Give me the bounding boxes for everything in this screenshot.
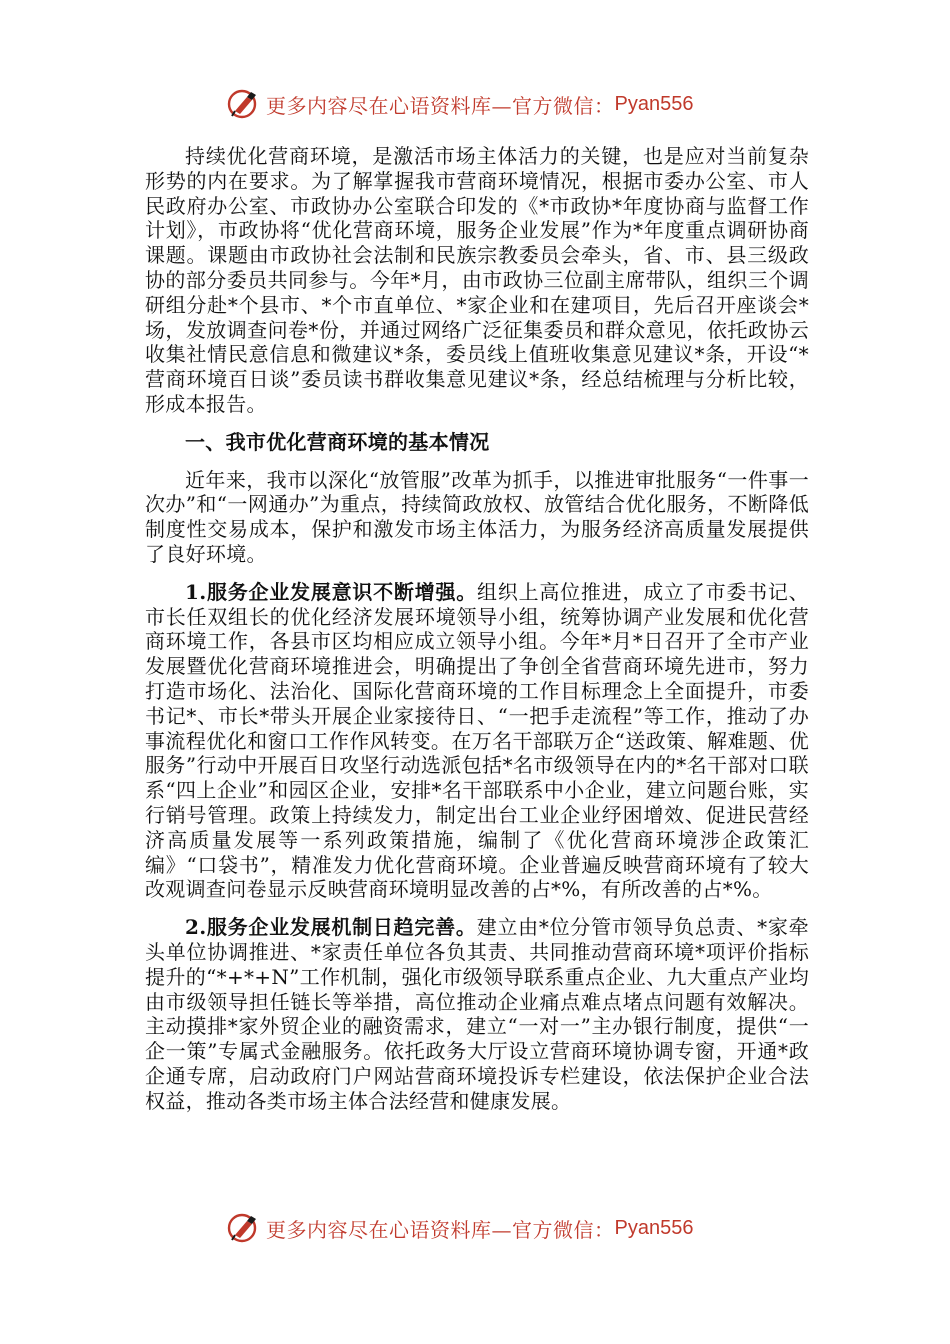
paragraph-overview: 近年来，我市以深化“放管服”改革为抓手，以推进审批服务“一件事一次办”和“一网通办”为重点，持续简政放权、放管结合优化服务，不断降低制度性交易成本，保护和激发市场主体活力，为服务经济高质量发展提供了良好环境。 (145, 467, 809, 566)
footer-watermark-banner (226, 1210, 693, 1246)
item-2-lead: 2.服务企业发展机制日趋完善。 (185, 915, 477, 940)
item-1-lead: 1.服务企业发展意识不断增强。 (185, 579, 478, 604)
banner-text: 更多内容尽在心语资料库—官方微信： (266, 93, 615, 118)
banner-account: Pyan556 (614, 1216, 694, 1239)
paragraph-item-2 (145, 915, 809, 1113)
item-2-text: 建立由*位分管市领导负总责、*家牵头单位协调推进、*家责任单位各负其责、共同推动营商环境*项评价指标提升的“*+*+N”工作机制，强化市级领导联系重点企业、九大重点产业均由市级领导担任链长等举措，高位推动企业痛点难点堵点问题有效解决。主动摸排*家外贸企业的融资需求，建立“一对一”主办银行制度，提供“一企一策”专属式金融服务。依托政务大厅设立营商环境协调专窗，开通*政企通专席，启动政府门户网站营商环境投诉专栏建设，依法保护企业合法权益，推动各类市场主体合法经营和健康发展。 (145, 915, 809, 1113)
item-1-text: 组织上高位推进，成立了市委书记、市长任双组长的优化经济发展环境领导小组，统筹协调产业发展和优化营商环境工作，各县市区均相应成立领导小组。今年*月*日召开了全市产业发展暨优化营商环境推进会，明确提出了争创全省营商环境先进市，努力打造市场化、法治化、国际化营商环境的工作目标理念上全面提升，市委书记*、市长*带头开展企业家接待日、“一把手走流程”等工作，推动了办事流程优化和窗口工作作风转变。在万名干部联万企“送政策、解难题、优服务”行动中开展百日攻坚行动选派包括*名市级领导在内的*名干部对口联系“四上企业”和园区企业，安排*名干部联系中小企业，建立问题台账，实行销号管理。政策上持续发力，制定出台工业企业纾困增效、促进民营经济高质量发展等一系列政策措施，编制了《优化营商环境涉企政策汇编》“口袋书”，精准发力优化营商环境。企业普遍反映营商环境有了较大改观调查问卷显示反映营商环境明显改善的占*%，有所改善的占*%。 (145, 579, 809, 902)
banner-text: 更多内容尽在心语资料库—官方微信： (266, 1217, 615, 1242)
document-body (145, 144, 809, 1113)
header-watermark-banner (226, 86, 693, 122)
section-heading: 一、我市优化营商环境的基本情况 (185, 429, 490, 454)
paragraph-intro: 持续优化营商环境，是激活市场主体活力的关键，也是应对当前复杂形势的内在要求。为了解掌握我市营商环境情况，根据市委办公室、市人民政府办公室、市政协办公室联合印发的《*市政协*年度协商与监督工作计划》，市政协将“优化营商环境，服务企业发展”作为*年度重点调研协商课题。课题由市政协社会法制和民族宗教委员会牵头，省、市、县三级政协的部分委员共同参与。今年*月，由市政协三位副主席带队，组织三个调研组分赴*个县市、*个市直单位、*家企业和在建项目，先后召开座谈会*场，发放调查问卷*份，并通过网络广泛征集委员和群众意见，依托政协云收集社情民意信息和微建议*条，委员线上值班收集意见建议*条，开设“*营商环境百日谈”委员读书群收集意见建议*条，经总结梳理与分析比较，形成本报告。 (145, 144, 809, 416)
banner-account: Pyan556 (614, 92, 694, 115)
pen-nib-logo-icon (226, 86, 262, 122)
paragraph-item-1 (145, 580, 809, 902)
pen-nib-logo-icon (226, 1210, 262, 1246)
